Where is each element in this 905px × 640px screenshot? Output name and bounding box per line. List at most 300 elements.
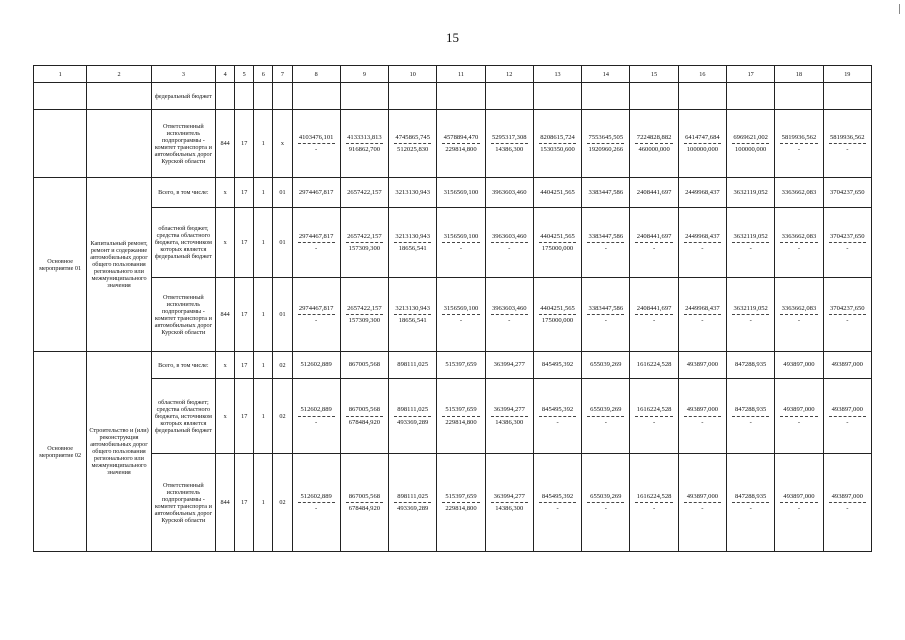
value-cell [775,352,823,379]
dashed-divider [635,143,672,144]
value-total: 493897,000 [686,361,719,369]
value-cell [437,454,485,552]
value-cell [823,278,871,352]
value-total: 2408441,697 [636,304,672,312]
value-federal: 175000,000 [541,317,574,324]
code-cell: х [216,208,235,278]
value-federal: 157309,300 [348,317,381,324]
value-total: 847288,935 [735,492,767,500]
code-cell: 1 [254,379,273,454]
code-cell: 1 [254,352,273,379]
value-cell [630,208,678,278]
value-federal: - [604,505,607,512]
dashed-divider [394,242,431,243]
dashed-divider [298,143,335,144]
empty-cell [727,83,775,110]
value-cell [727,278,775,352]
value-total: 493897,000 [831,361,863,369]
table-row [34,278,872,352]
dashed-divider [829,314,866,315]
value-cell [292,379,340,454]
value-total: 493897,000 [783,361,815,369]
value-cell [630,178,678,208]
value-total: 4404251,565 [540,304,575,312]
value-total: 2974467,817 [298,188,334,196]
column-header: 14 [582,66,630,83]
value-federal: - [749,505,752,512]
dashed-divider [346,416,383,417]
value-federal: - [653,317,656,324]
empty-cell [273,83,292,110]
value-total: 5295317,308 [491,133,527,141]
column-header: 10 [389,66,437,83]
value-federal: - [797,146,801,153]
dashed-divider [491,416,528,417]
dashed-divider [587,502,624,503]
value-cell [678,110,726,178]
value-federal: - [749,245,752,252]
table-row [34,208,872,278]
value-total: 898111,025 [397,492,429,500]
value-cell [823,110,871,178]
value-total: 3704237,650 [829,304,865,312]
source-label: областной бюджет, средства областного бюджета, источником которых является федеральный бюджет [151,208,215,278]
dashed-divider [394,416,431,417]
value-cell [678,379,726,454]
value-federal: - [797,418,801,426]
value-federal: - [315,505,318,512]
value-cell [678,278,726,352]
value-cell [340,379,388,454]
value-cell [340,110,388,178]
value-total: 3632119,052 [733,188,768,196]
value-total: 847288,935 [735,361,767,369]
value-total: 4404251,565 [540,188,575,196]
value-federal: - [653,245,656,252]
source-label: Всего, в том числе: [151,178,215,208]
value-cell [292,208,340,278]
value-federal: - [315,245,318,252]
value-total: 3383447,586 [588,232,624,240]
value-federal: 678484,920 [348,418,381,426]
column-header: 2 [87,66,151,83]
dashed-divider [732,242,769,243]
value-total: 515397,659 [445,492,477,500]
empty-cell [485,83,533,110]
dashed-divider [491,314,528,315]
value-cell [389,454,437,552]
value-total: 3383447,586 [588,188,624,196]
value-total: 512602,889 [300,492,332,500]
value-total: 7553645,505 [588,133,624,141]
value-total: 3963603,460 [491,188,527,196]
dashed-divider [539,242,576,243]
empty-cell [87,83,151,110]
table-row [34,379,872,454]
code-cell: х [216,352,235,379]
column-header: 17 [727,66,775,83]
dashed-divider [394,502,431,503]
status-cell: Основное мероприятие 01 [34,178,87,352]
page-number: 15 [446,30,459,45]
value-total: 3704237,650 [829,232,865,240]
value-federal: - [797,317,801,324]
dashed-divider [780,416,817,417]
value-federal: 175000,000 [541,245,574,252]
dashed-divider [780,314,817,315]
dashed-divider [732,502,769,503]
value-cell [727,454,775,552]
value-total: 515397,659 [445,361,477,369]
value-total: 363994,277 [493,361,525,369]
header-row [34,66,872,83]
code-cell: х [273,110,292,178]
value-cell [678,454,726,552]
value-total: 3213130,943 [395,304,431,312]
value-total: 4578894,470 [443,133,479,141]
value-total: 493897,000 [783,492,815,500]
table-row [34,83,872,110]
empty-cell [533,83,581,110]
value-cell [389,178,437,208]
code-cell: 17 [235,110,254,178]
dashed-divider [684,314,721,315]
code-cell: х [216,379,235,454]
empty-cell [582,83,630,110]
value-total: 898111,025 [397,361,429,369]
value-federal: - [459,317,463,324]
dashed-divider [442,502,479,503]
value-cell [292,454,340,552]
value-total: 3363662,083 [781,304,817,312]
source-label: Ответственный исполнитель подпрограммы - комитет транспорта и автомобильных дорог Курской области [151,454,215,552]
measure-name-cell: Строительство и (или) реконструкция автомобильных дорог общего пользования регионального или межмуниципального значения [87,352,151,552]
value-federal: - [508,317,511,324]
dashed-divider [732,416,769,417]
value-cell [823,352,871,379]
value-total: 655039,269 [590,361,622,369]
dashed-divider [829,143,866,144]
table-row [34,178,872,208]
dashed-divider [346,143,383,144]
value-total: 4745865,745 [395,133,431,141]
value-federal: - [749,317,752,324]
value-cell [485,379,533,454]
value-total: 8208615,724 [540,133,575,141]
value-federal: 1920960,266 [588,146,624,153]
dashed-divider [346,242,383,243]
empty-cell [340,83,388,110]
empty-cell [437,83,485,110]
value-cell [340,352,388,379]
value-cell [485,278,533,352]
empty-cell [87,110,151,178]
value-federal: - [701,245,704,252]
value-total: 845495,392 [541,361,574,369]
value-cell [630,110,678,178]
value-total: 2657422,157 [347,304,382,312]
value-cell [823,178,871,208]
code-cell: 01 [273,178,292,208]
value-cell [485,352,533,379]
value-total: 2974467,817 [298,232,334,240]
empty-cell [292,83,340,110]
value-cell [389,379,437,454]
value-total: 363994,277 [493,492,525,500]
value-total: 2449968,437 [685,188,720,196]
column-header: 12 [485,66,533,83]
value-cell [823,454,871,552]
empty-cell [389,83,437,110]
code-cell: 1 [254,178,273,208]
value-cell [630,379,678,454]
value-cell [389,278,437,352]
value-cell [437,110,485,178]
value-total: 655039,269 [590,406,622,414]
value-cell [437,278,485,352]
value-total: 5819936,562 [829,133,865,141]
value-cell [582,379,630,454]
table-row [34,352,872,379]
code-cell: 17 [235,352,254,379]
column-header: 1 [34,66,87,83]
dashed-divider [635,416,672,417]
column-header: 11 [437,66,485,83]
value-cell [582,178,630,208]
dashed-divider [635,502,672,503]
value-cell [582,110,630,178]
dashed-divider [635,242,672,243]
dashed-divider [829,416,866,417]
value-federal: 18656,541 [398,317,427,324]
column-header: 15 [630,66,678,83]
code-cell: 844 [216,110,235,178]
value-total: 3632119,052 [733,232,768,240]
value-federal: - [315,418,318,426]
value-cell [727,379,775,454]
dashed-divider [684,242,721,243]
code-cell: 01 [273,208,292,278]
scan-edge-mark [899,4,900,14]
source-label: Ответственный исполнитель подпрограммы - комитет транспорта и автомобильных дорог Курской области [151,278,215,352]
empty-cell [34,110,87,178]
value-total: 6969621,002 [733,133,768,141]
value-cell [533,352,581,379]
value-total: 493897,000 [686,406,719,414]
code-cell: 17 [235,278,254,352]
value-federal: 493369,289 [397,505,429,512]
value-total: 3213130,943 [395,232,431,240]
value-federal: - [846,418,849,426]
column-header: 16 [678,66,726,83]
value-total: 847288,935 [735,406,767,414]
value-federal: 14386,300 [495,505,524,512]
column-header: 19 [823,66,871,83]
value-total: 4103476,101 [298,133,334,141]
empty-cell [254,83,273,110]
value-cell [485,110,533,178]
value-federal: - [749,418,752,426]
value-cell [340,278,388,352]
value-federal: - [846,317,849,324]
value-federal: 678484,920 [348,505,381,512]
dashed-divider [539,314,576,315]
code-cell: 17 [235,379,254,454]
value-total: 1616224,528 [636,406,672,414]
value-total: 2408441,697 [636,232,672,240]
value-cell [437,208,485,278]
table-row [34,454,872,552]
column-header: 5 [235,66,254,83]
value-cell [340,178,388,208]
empty-cell [823,83,871,110]
value-federal: 14386,300 [495,146,524,153]
value-cell [775,454,823,552]
value-total: 3383447,586 [588,304,624,312]
value-cell [292,178,340,208]
empty-cell [34,83,87,110]
value-cell [727,178,775,208]
value-total: 3156569,100 [443,304,479,312]
value-total: 845495,392 [541,406,574,414]
value-cell [823,379,871,454]
value-federal: - [604,317,607,324]
value-cell [292,278,340,352]
value-federal: - [315,146,318,153]
dashed-divider [346,314,383,315]
value-total: 3213130,943 [395,188,431,196]
value-federal: 100000,000 [735,146,767,153]
dashed-divider [587,314,624,315]
dashed-divider [732,314,769,315]
dashed-divider [346,502,383,503]
dashed-divider [298,416,335,417]
dashed-divider [684,502,721,503]
value-cell [630,278,678,352]
value-total: 867005,568 [348,406,381,414]
value-cell [485,178,533,208]
dashed-divider [539,416,576,417]
value-cell [727,110,775,178]
code-cell: 02 [273,454,292,552]
value-cell [485,208,533,278]
value-total: 2449968,437 [685,232,720,240]
dashed-divider [539,502,576,503]
value-total: 655039,269 [590,492,622,500]
value-federal: - [556,418,559,426]
value-total: 3363662,083 [781,188,817,196]
code-cell: 17 [235,208,254,278]
value-total: 512602,889 [300,406,332,414]
value-cell [533,110,581,178]
value-federal: 512025,830 [397,146,429,153]
dashed-divider [829,502,866,503]
budget-table [33,65,872,552]
value-total: 493897,000 [783,406,815,414]
value-cell [533,278,581,352]
value-total: 512602,889 [300,361,332,369]
dashed-divider [394,314,431,315]
dashed-divider [684,143,721,144]
value-cell [775,379,823,454]
value-federal: - [846,505,849,512]
value-cell [292,352,340,379]
value-cell [775,278,823,352]
value-cell [775,110,823,178]
value-cell [582,352,630,379]
empty-cell [630,83,678,110]
dashed-divider [298,314,335,315]
value-federal: 916862,700 [348,146,381,153]
code-cell: 1 [254,110,273,178]
measure-name-cell: Капитальный ремонт, ремонт и содержание автомобильных дорог общего пользования регионального или межмуниципального значения [87,178,151,352]
dashed-divider [635,314,672,315]
value-federal: - [846,245,849,252]
value-cell [533,454,581,552]
column-header: 7 [273,66,292,83]
value-federal: - [701,505,704,512]
value-total: 2657422,157 [347,232,382,240]
value-total: 3363662,083 [781,232,817,240]
dashed-divider [587,143,624,144]
value-federal: 14386,300 [495,418,524,426]
value-total: 867005,568 [348,361,381,369]
empty-cell [235,83,254,110]
column-header: 3 [151,66,215,83]
value-cell [582,278,630,352]
value-total: 3963603,460 [491,304,527,312]
code-cell: х [216,178,235,208]
value-cell [582,208,630,278]
value-total: 898111,025 [397,406,429,414]
empty-cell [678,83,726,110]
value-cell [775,178,823,208]
value-federal: 229814,800 [445,146,477,153]
dashed-divider [298,242,335,243]
value-cell [727,208,775,278]
value-total: 3963603,460 [491,232,527,240]
value-cell [340,454,388,552]
dashed-divider [491,143,528,144]
value-federal: - [653,505,656,512]
value-federal: - [701,418,704,426]
value-federal: - [508,245,511,252]
dashed-divider [491,242,528,243]
value-cell [437,352,485,379]
value-total: 6414747,684 [685,133,720,141]
source-label: Ответственный исполнитель подпрограммы - комитет транспорта и автомобильных дорог Курской области [151,110,215,178]
value-federal: - [653,418,656,426]
dashed-divider [539,143,576,144]
dashed-divider [442,242,479,243]
value-federal: 229814,800 [445,418,477,426]
value-total: 3156569,100 [443,188,479,196]
value-total: 493897,000 [831,492,863,500]
value-cell [292,110,340,178]
column-header: 9 [340,66,388,83]
dashed-divider [780,502,817,503]
value-federal: 18656,541 [398,245,427,252]
value-total: 4404251,565 [540,232,575,240]
table-row [34,110,872,178]
value-federal: - [846,146,849,153]
value-total: 3632119,052 [733,304,768,312]
value-cell [582,454,630,552]
value-cell [533,178,581,208]
column-header: 4 [216,66,235,83]
value-total: 493897,000 [686,492,719,500]
column-header: 6 [254,66,273,83]
